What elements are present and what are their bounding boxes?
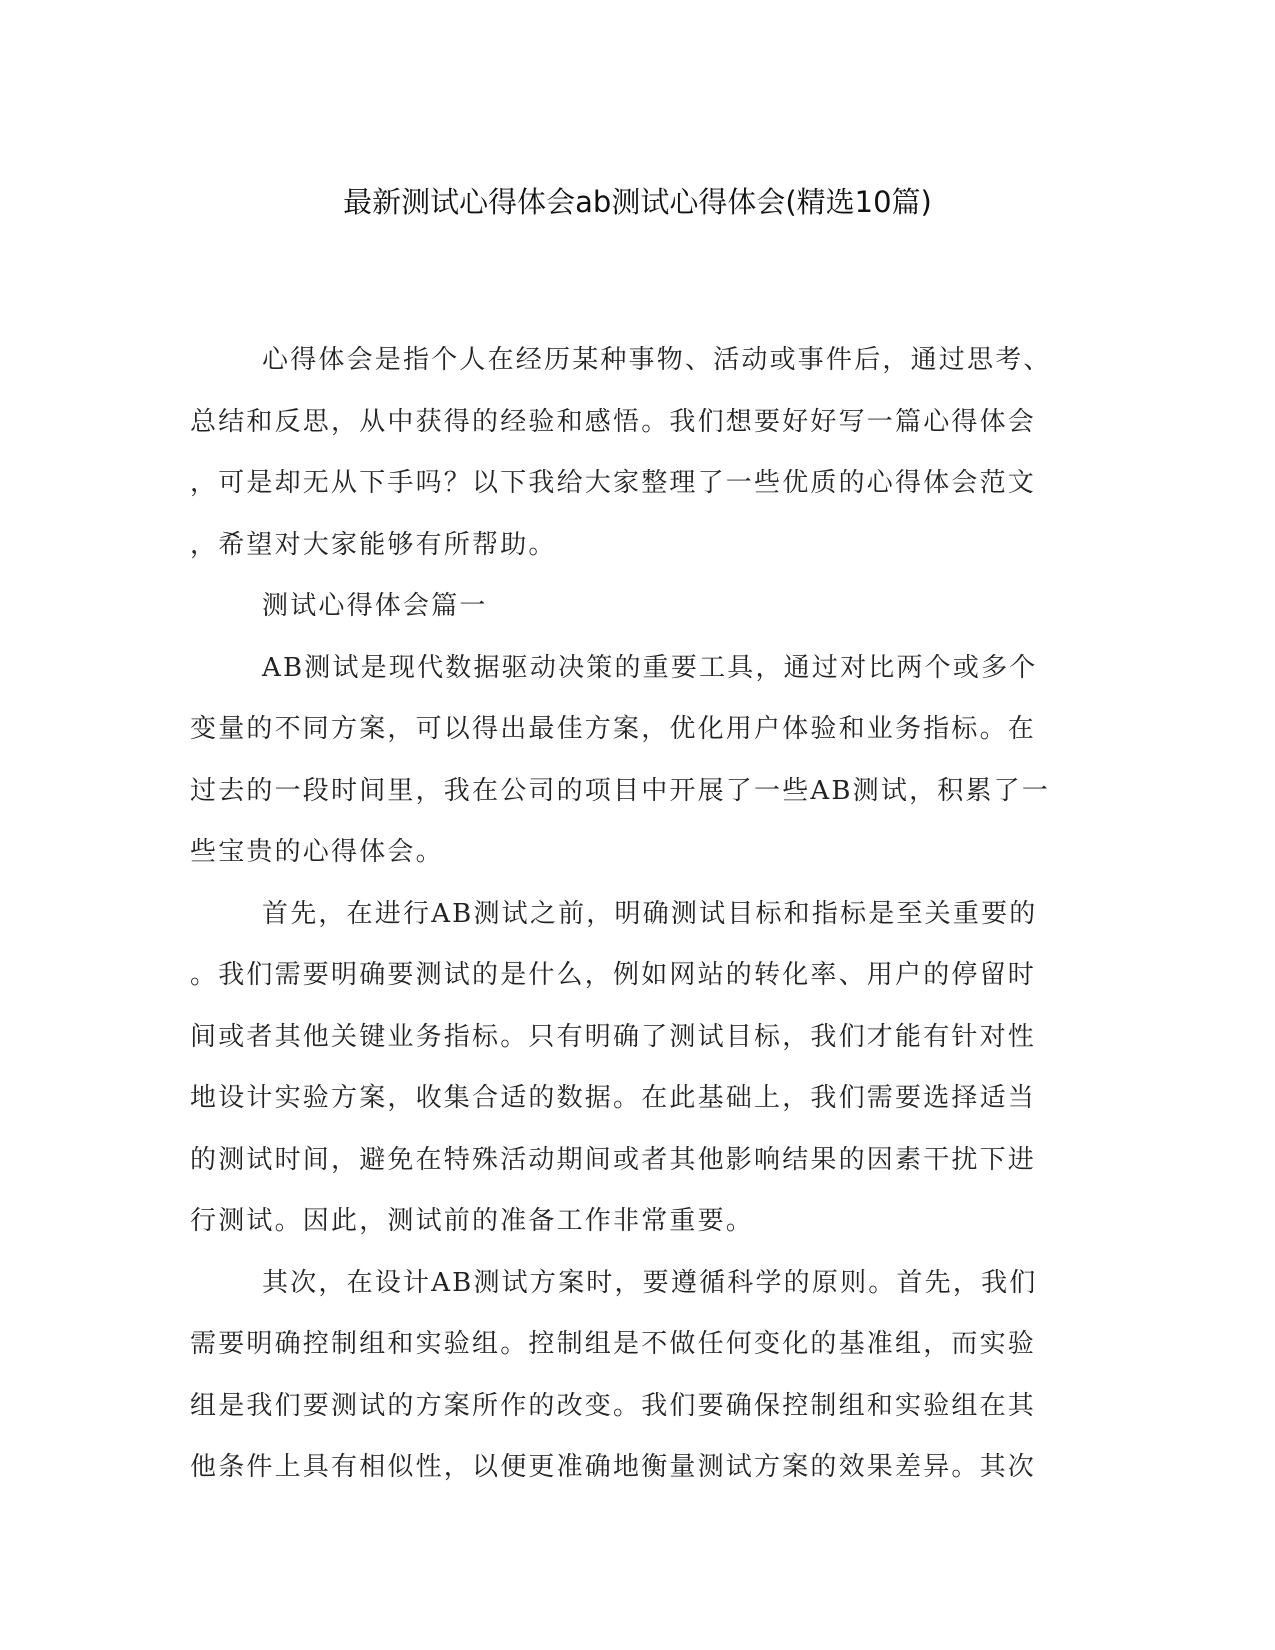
body-line: 。我们需要明确要测试的是什么，例如网站的转化率、用户的停留时 <box>190 960 1037 990</box>
body-line: 行测试。因此，测试前的准备工作非常重要。 <box>190 1206 755 1236</box>
body-line: ，希望对大家能够有所帮助。 <box>190 529 557 560</box>
body-line: 需要明确控制组和实验组。控制组是不做任何变化的基准组，而实验 <box>190 1329 1037 1359</box>
body-line: 地设计实验方案，收集合适的数据。在此基础上，我们需要选择适当 <box>190 1083 1037 1113</box>
body-line: 他条件上具有相似性，以便更准确地衡量测试方案的效果差异。其次 <box>190 1452 1037 1482</box>
body-line: 变量的不同方案，可以得出最佳方案，优化用户体验和业务指标。在 <box>190 714 1037 744</box>
body-line: AB测试是现代数据驱动决策的重要工具，通过对比两个或多个 <box>262 652 1038 683</box>
body-line: 过去的一段时间里，我在公司的项目中开展了一些AB测试，积累了一 <box>190 775 1051 806</box>
body-line: ，可是却无从下手吗？以下我给大家整理了一些优质的心得体会范文 <box>190 468 1037 498</box>
body-line: 组是我们要测试的方案所作的改变。我们要确保控制组和实验组在其 <box>190 1390 1037 1421</box>
body-line: 首先，在进行AB测试之前，明确测试目标和指标是至关重要的 <box>262 898 1038 929</box>
document-body <box>190 330 1070 1499</box>
body-line: 心得体会是指个人在经历某种事物、活动或事件后，通过思考、 <box>262 345 1052 375</box>
body-line: 些宝贵的心得体会。 <box>190 837 444 867</box>
document-title: 最新测试心得体会ab测试心得体会(精选10篇) <box>343 185 932 219</box>
body-line: 测试心得体会篇一 <box>262 591 488 621</box>
body-line: 的测试时间，避免在特殊活动期间或者其他影响结果的因素干扰下进 <box>190 1144 1037 1175</box>
body-line: 总结和反思，从中获得的经验和感悟。我们想要好好写一篇心得体会 <box>190 406 1037 437</box>
body-line: 其次，在设计AB测试方案时，要遵循科学的原则。首先，我们 <box>262 1267 1038 1298</box>
body-line: 间或者其他关键业务指标。只有明确了测试目标，我们才能有针对性 <box>190 1021 1037 1052</box>
